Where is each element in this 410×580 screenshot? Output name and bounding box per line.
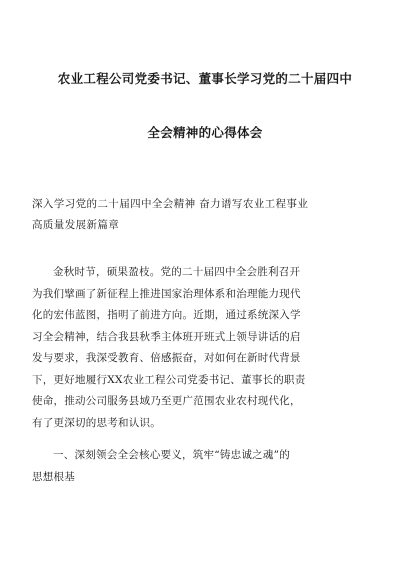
- body-line: 习全会精神，结合我县秋季主体班开班式上领导讲话的启: [32, 330, 301, 343]
- section-heading-line: 一、深刻领会全会核心要义，筑牢“铸忠诚之魂”的: [53, 449, 290, 461]
- body-line: 金秋时节，硕果盈枝。党的二十届四中全会胜利召开: [53, 266, 301, 278]
- body-line: 化的宏伟蓝图，指明了前进方向。近期，通过系统深入学: [32, 309, 301, 321]
- body-line: 使命，推动公司服务县域乃至更广范围农业农村现代化，: [32, 395, 301, 407]
- subtitle-line: 高质量发展新篇章: [32, 219, 120, 231]
- body-line: 下，更好地履行XX农业工程公司党委书记、董事长的职责: [32, 373, 306, 386]
- body-line: 发与要求，我深受教育、倍感振奋，对如何在新时代背景: [32, 352, 301, 364]
- section-heading: [32, 445, 378, 488]
- document-subtitle: [32, 194, 378, 236]
- subtitle-line: 深入学习党的二十届四中全会精神 奋力谱写农业工程事业: [32, 198, 309, 210]
- section-heading-line: 思想根基: [32, 470, 75, 483]
- body-line: 为我们擘画了新征程上推进国家治理体系和治理能力现代: [32, 287, 301, 300]
- body-line: 有了更深切的思考和认识。: [32, 416, 161, 429]
- document-title-line-1: 农业工程公司党委书记、董事长学习党的二十届四中: [57, 71, 353, 86]
- body-paragraph: [32, 262, 378, 434]
- document-title-line-2: 全会精神的心得体会: [147, 125, 263, 140]
